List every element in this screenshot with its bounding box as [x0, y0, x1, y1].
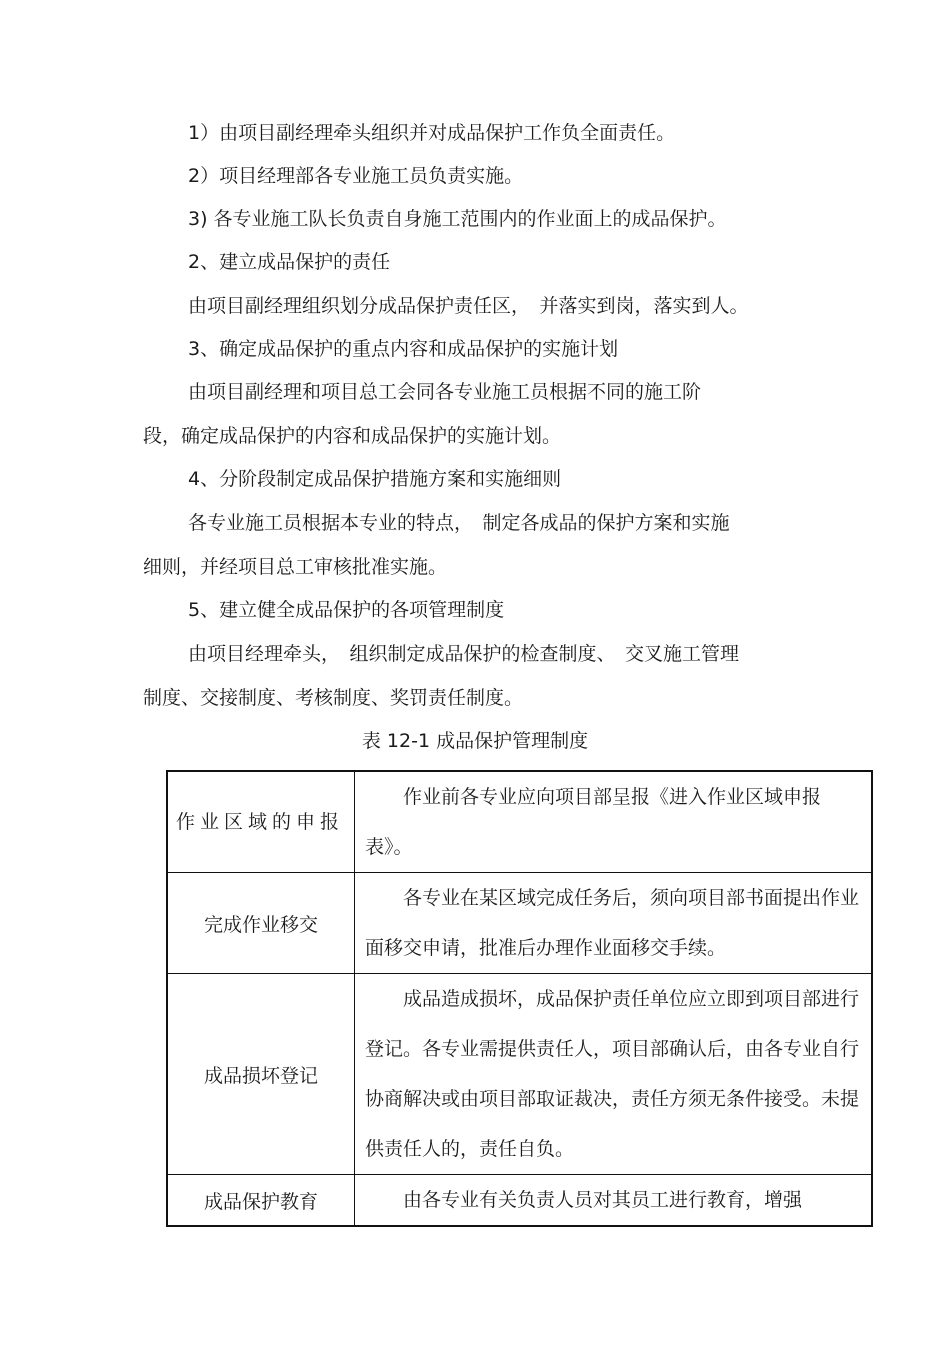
table-row-value: 作业前各专业应向项目部呈报《进入作业区域申报表》。: [355, 771, 873, 873]
section-heading-2: 2、建立成品保护的责任: [188, 251, 391, 273]
paragraph-2: 2）项目经理部各专业施工员负责实施。: [188, 165, 524, 187]
paragraph-5-line-1: 由项目副经理和项目总工会同各专业施工员根据不同的施工阶: [188, 381, 702, 403]
section-heading-3: 3、确定成品保护的重点内容和成品保护的实施计划: [188, 338, 619, 360]
table-row-value: 由各专业有关负责人员对其员工进行教育，增强: [355, 1175, 873, 1227]
paragraph-7-line-1: 由项目经理牵头， 组织制定成品保护的检查制度、 交叉施工管理: [188, 643, 740, 665]
table-caption: 表 12-1 成品保护管理制度: [361, 730, 589, 752]
paragraph-6-line-1: 各专业施工员根据本专业的特点， 制定各成品的保护方案和实施: [188, 512, 730, 534]
paragraph-7-line-2: 制度、交接制度、考核制度、奖罚责任制度。: [143, 687, 524, 709]
paragraph-4: 由项目副经理组织划分成品保护责任区， 并落实到岗，落实到人。: [188, 295, 749, 317]
management-system-table: [166, 770, 873, 1227]
section-heading-5: 5、建立健全成品保护的各项管理制度: [188, 599, 505, 621]
paragraph-5-line-2: 段，确定成品保护的内容和成品保护的实施计划。: [143, 425, 562, 447]
table-row: [167, 873, 872, 974]
paragraph-3: 3) 各专业施工队长负责自身施工范围内的作业面上的成品保护。: [188, 208, 727, 230]
table-row-key: 成品损坏登记: [167, 974, 355, 1175]
paragraph-1: 1）由项目副经理牵头组织并对成品保护工作负全面责任。: [188, 122, 676, 144]
table-row-key: 成品保护教育: [167, 1175, 355, 1227]
table-row-key: 完成作业移交: [167, 873, 355, 974]
paragraph-6-line-2: 细则，并经项目总工审核批准实施。: [143, 556, 448, 578]
table-row-key: 作业区域的申报: [167, 771, 355, 873]
table-row-value: 成品造成损坏，成品保护责任单位应立即到项目部进行登记。各专业需提供责任人，项目部确认后，由各专业自行协商解决或由项目部取证裁决，责任方须无条件接受。未提供责任人的，责任自负。: [355, 974, 873, 1175]
table-row: [167, 974, 872, 1175]
section-heading-4: 4、分阶段制定成品保护措施方案和实施细则: [188, 468, 562, 490]
table-row-value: 各专业在某区域完成任务后，须向项目部书面提出作业面移交申请，批准后办理作业面移交手续。: [355, 873, 873, 974]
table-row: [167, 1175, 872, 1227]
table-row: [167, 771, 872, 873]
